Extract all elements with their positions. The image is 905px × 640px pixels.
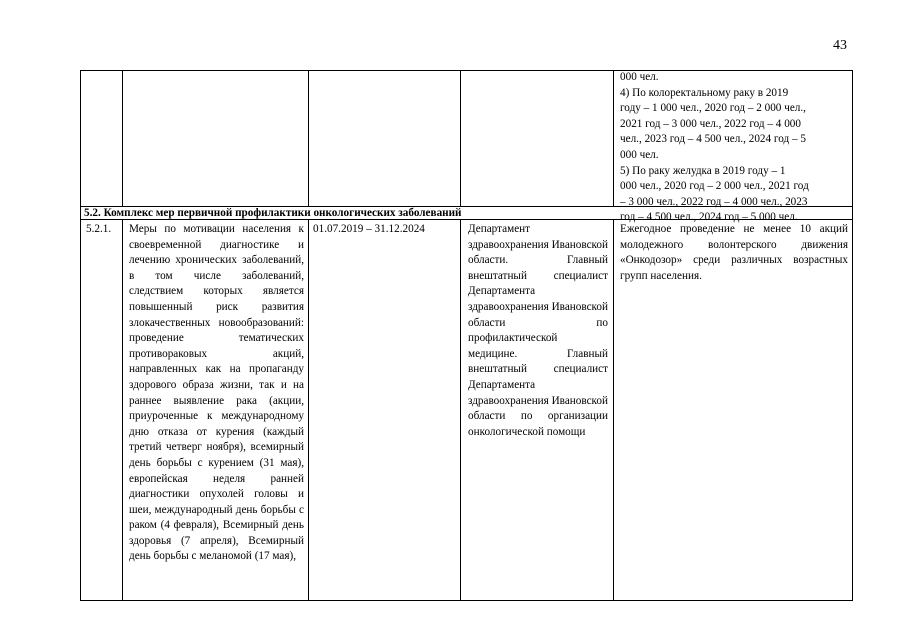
col-border [308, 219, 309, 601]
continuation-line: 000 чел. [620, 148, 659, 161]
col-border [613, 70, 614, 207]
continuation-cell [620, 70, 850, 226]
continuation-line: 000 чел. [620, 71, 659, 83]
col-border [460, 70, 461, 207]
col-border [122, 219, 123, 601]
responsible-cell: Департамент здравоохранения Ивановской области. Главный внештатный специалист Департамента здравоохранения Ивановской области по профилактической медицине. Главный внештатный специалист Департамента здравоохранения Ивановской области по организации онкологической помощи [468, 223, 608, 438]
page-number: 43 [833, 38, 847, 53]
continuation-line: чел., 2023 год – 4 500 чел., 2024 год – 5 [620, 133, 806, 146]
continuation-line: 4) По колоректальному раку в 2019 [620, 86, 789, 99]
col-border [613, 219, 614, 601]
continuation-line: год – 4 500 чел., 2024 год – 5 000 чел. [620, 211, 798, 224]
continuation-line: 000 чел., 2020 год – 2 000 чел., 2021 год [620, 180, 809, 193]
continuation-line: 2021 год – 3 000 чел., 2022 год – 4 000 [620, 117, 801, 130]
continuation-line: – 3 000 чел., 2022 год – 4 000 чел., 2023 [620, 195, 808, 208]
continuation-line: году – 1 000 чел., 2020 год – 2 000 чел., [620, 102, 806, 115]
row-number: 5.2.1. [86, 223, 112, 235]
col-border [308, 70, 309, 207]
col-border [852, 70, 853, 601]
col-border [122, 70, 123, 207]
continuation-line: 5) По раку желудка в 2019 году – 1 [620, 164, 786, 177]
section-heading: 5.2. Комплекс мер первичной профилактики онкологических заболеваний [84, 207, 462, 219]
measure-cell: Меры по мотивации населения к своевременной диагностике и лечению хронических заболеваний, в том числе заболеваний, следствием которых является повышенный риск развития злокачественных новообразований: проведение тематических противораковых акций, направленных как на пропаганду здорового образа жизни, так и на раннее выявление рака (акции, приуроченные к международному дню отказа от курения (каждый третий четверг ноября), всемирный день борьбы с курением (31 мая), европейская неделя ранней диагностики опухолей головы и шеи, международный день борьбы с раком (4 февраля), Всемирный день здоровья (7 апреля), Всемирный день борьбы с меланомой (17 мая), [129, 223, 304, 563]
table-bottom-border [80, 600, 853, 601]
period-cell: 01.07.2019 – 31.12.2024 [313, 223, 425, 235]
col-border [80, 70, 81, 601]
result-cell: Ежегодное проведение не менее 10 акций молодежного волонтерского движения «Онкодозор» среди различных возрастных групп населения. [620, 223, 848, 282]
col-border [460, 219, 461, 601]
